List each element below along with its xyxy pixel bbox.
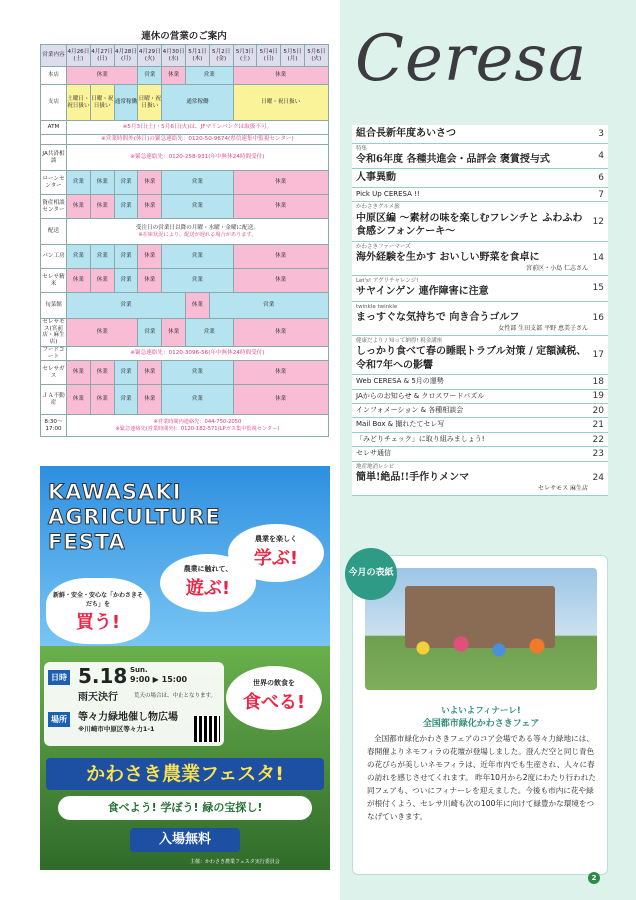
toc-category: twinkle twinkle: [356, 303, 398, 310]
toc-page-number: 23: [592, 448, 604, 459]
gas-note: ※営業時間内連絡先：044-750-2050: [153, 419, 242, 426]
flowers: [385, 628, 575, 668]
bubble-text: 農業に触れて、: [183, 565, 233, 573]
toc-category: 特集: [356, 145, 368, 152]
toc-page-number: 24: [592, 473, 604, 484]
status-regular: 通常稼働: [114, 85, 138, 121]
status-holiday: 日曜・祝日扱い: [233, 85, 328, 121]
page-number: 2: [588, 872, 600, 884]
toc-page-number: 4: [598, 150, 604, 161]
cover-subheading: 全国都市緑化かわさきフェア: [422, 719, 540, 729]
toc-item[interactable]: [352, 125, 608, 144]
toc-category: 健康だより / 知って納得! 税金講座: [356, 337, 443, 344]
gas-emergency-note: ※緊急連絡先(営業時間外)：0120-182-571(LPガス集中監視センター): [115, 425, 280, 432]
schedule-table: [40, 44, 329, 437]
toc-page-number: 22: [592, 434, 604, 445]
toc-title: サヤインゲン 連作障害に注意: [356, 286, 489, 298]
toc-item[interactable]: [352, 433, 608, 447]
toc-title: しっかり食べて春の睡眠トラブル対策 / 定額減税、令和7年への影響: [356, 346, 587, 371]
toc-item[interactable]: [352, 404, 608, 418]
dept-label: フードコート: [41, 346, 67, 360]
bubble-eat: [226, 666, 322, 730]
toc-title: 「みどりチェック」に取り組みましょう!: [356, 434, 485, 443]
row-pan: [41, 245, 329, 269]
row-atm-note2: [41, 135, 329, 145]
toc-item[interactable]: [352, 462, 608, 496]
status-open: 営業: [114, 269, 138, 293]
status-open: 営業: [114, 361, 138, 385]
toc-title: 人事異動: [356, 172, 396, 184]
toc-title: インフォメーション & 各種相談会: [356, 406, 464, 415]
status-open: 営業: [162, 245, 233, 269]
poster-title-line: FESTA: [48, 530, 126, 554]
status-open: 営業: [162, 361, 233, 385]
schedule-title: 連休の営業のご案内: [141, 31, 227, 42]
toc-title: Web CERESA & 5月の運勢: [356, 377, 444, 386]
status-closed: 休業: [90, 269, 114, 293]
toc-category: 地産地消レシピ: [356, 463, 395, 470]
toc-page-number: 14: [592, 253, 604, 264]
dept-label: セレサ精米: [41, 269, 67, 293]
header-cell: 営業内容: [41, 45, 67, 67]
toc-category: かわさきグルメ旅: [356, 204, 400, 211]
status-open: 営業: [114, 195, 138, 219]
dept-label: ATM: [41, 121, 67, 135]
bubble-buy: [46, 578, 150, 644]
toc-title: まっすぐな気持ちで 向き合うゴルフ: [356, 312, 520, 324]
status-open: 営業: [67, 293, 186, 319]
dept-label: ローンセンター: [41, 171, 67, 195]
bubble-big: 食べる!: [242, 692, 306, 713]
toc-item[interactable]: [352, 242, 608, 276]
dept-label: セレサモス(宮前店・麻生店): [42, 319, 65, 346]
row-shiten-atm: [41, 85, 329, 121]
header-cell: 5月1日(木): [185, 45, 209, 67]
status-closed: 休業: [138, 385, 162, 415]
dept-label: 旬菜館: [41, 293, 67, 319]
status-open: 営業: [162, 195, 233, 219]
toc-category: かわさきファーマーズ: [356, 243, 411, 250]
status-closed: 休業: [162, 319, 186, 347]
bubble-text: 農業を楽しく: [255, 535, 297, 543]
status-open: 営業: [114, 171, 138, 195]
atm-note: ※5月3日(土)・5月6日(火)は、JFマリンバンクは取扱不可。: [67, 121, 329, 135]
status-open: 営業: [185, 67, 233, 85]
status-holiday: 日曜・祝日扱い: [138, 85, 162, 121]
status-closed: 休業: [90, 195, 114, 219]
magazine-logo: Ceresa: [355, 22, 588, 96]
rain-note: 荒天の場合は、中止となります。: [134, 693, 217, 699]
toc-category: Let's! アグリチャレンジ!: [356, 277, 419, 284]
toc-page-number: 7: [598, 189, 604, 200]
status-closed: 休業: [138, 195, 162, 219]
status-open: 営業: [162, 385, 233, 415]
status-holiday: 日曜・祝日扱い: [90, 85, 114, 121]
status-open: 営業: [114, 245, 138, 269]
status-open: 営業: [185, 319, 233, 347]
toc-subtitle: 女性部 生田支部 平野 恵美子さん: [498, 324, 588, 332]
rain-label: 雨天決行: [78, 692, 118, 703]
toc-subtitle: セレサモス 麻生店: [538, 484, 588, 492]
event-place: 等々力緑地催し物広場: [78, 712, 178, 723]
bubble-play: [160, 554, 256, 612]
status-closed: 休業: [233, 385, 328, 415]
bubble-big: 学ぶ!: [253, 548, 299, 569]
status-closed: 休業: [138, 245, 162, 269]
header-cell: 5月5日(月): [281, 45, 305, 67]
status-open: 休業: [90, 171, 114, 195]
status-open: 営業: [67, 171, 91, 195]
toc-page-number: 18: [592, 376, 604, 387]
status-closed: 休業: [90, 385, 114, 415]
status-closed: 休業: [138, 171, 162, 195]
free-entry-badge: 入場無料: [130, 828, 240, 852]
status-open: 営業: [90, 245, 114, 269]
header-cell: 4月29日(火): [138, 45, 162, 67]
blank-cell: [41, 135, 67, 145]
toc-item[interactable]: [352, 188, 608, 202]
status-closed: 休業: [138, 361, 162, 385]
row-gas: [41, 361, 329, 385]
toc-subtitle: 宮前区・小島 仁志さん: [526, 264, 588, 272]
poster-organizer: 主催：かわさき農業フェスタ実行委員会: [190, 859, 280, 865]
poster-title-line: KAWASAKI: [48, 480, 182, 504]
status-closed: 休業: [233, 195, 328, 219]
status-closed: 休業: [233, 171, 328, 195]
toc-title: Pick Up CERESA !!: [356, 189, 420, 198]
status-closed: 休業: [67, 269, 91, 293]
header-cell: 4月30日(水): [162, 45, 186, 67]
toc-item[interactable]: [352, 302, 608, 336]
toc-page-number: 12: [592, 216, 604, 227]
poster-title: [48, 480, 221, 555]
festa-japanese-title: かわさき農業フェスタ!: [46, 758, 324, 790]
status-closed: 休業: [138, 269, 162, 293]
toc-item[interactable]: [352, 276, 608, 302]
festa-poster: [40, 466, 330, 870]
toc-page-number: 20: [592, 405, 604, 416]
dept-label: 資産相談センター: [41, 195, 67, 219]
bubble-text: 新鮮・安全・安心な「かわさきそだち」を: [52, 592, 143, 608]
haiso-note: [67, 219, 329, 245]
toc-item[interactable]: [352, 418, 608, 432]
toc-page-number: 19: [592, 391, 604, 402]
bubble-big: 遊ぶ!: [185, 578, 231, 599]
bubble-text: 世界の飲食を: [253, 679, 295, 687]
toc-title: 海外経験を生かす おいしい野菜を食卓に: [356, 252, 540, 264]
toc-page-number: 6: [598, 173, 604, 184]
row-atm-note: [41, 121, 329, 135]
festa-slogan: 食べよう! 学ぼう! 緑の宝探し!: [58, 796, 312, 820]
header-cell: 5月3日(土): [233, 45, 257, 67]
row-ceresamos: [41, 319, 329, 347]
status-closed: 休業: [90, 361, 114, 385]
event-day: Sun.: [130, 666, 148, 674]
dept-label: セレサガス: [41, 361, 67, 385]
dept-label: パン工房: [41, 245, 67, 269]
status-open: 営業: [67, 245, 91, 269]
status-closed: 休業: [185, 293, 209, 319]
status-weekend: 土曜日・祝日扱い: [67, 85, 91, 121]
toc-item[interactable]: [352, 202, 608, 241]
qr-code-icon: [194, 716, 220, 742]
schedule-header-row: [41, 45, 329, 67]
status-open: 営業: [138, 319, 162, 347]
toc-title: 令和6年度 各種共進会・品評会 褒賞授与式: [356, 153, 550, 165]
header-cell: 4月27日(日): [90, 45, 114, 67]
header-cell: 5月2日(金): [209, 45, 233, 67]
row-honten: [41, 67, 329, 85]
row-shisan: [41, 195, 329, 219]
row-ja: [41, 145, 329, 171]
header-cell: 5月4日(日): [257, 45, 281, 67]
date-label: 日時: [48, 670, 70, 685]
status-closed: 休業: [67, 195, 91, 219]
table-of-contents: [352, 125, 608, 496]
toc-page-number: 21: [592, 420, 604, 431]
event-time: 9:00 ▶ 15:00: [130, 675, 188, 684]
cover-story: [348, 555, 608, 875]
toc-item[interactable]: [352, 447, 608, 461]
status-open: 営業: [162, 171, 233, 195]
row-loan: [41, 171, 329, 195]
pan-note: ※緊急連絡先：0120-3096-56(年中無休24時間受付): [67, 346, 329, 360]
header-cell: 5月6日(火): [304, 45, 328, 67]
toc-item[interactable]: [352, 144, 608, 170]
toc-title: Mail Box & 撮れたてセレ写: [356, 420, 445, 429]
status-open: 営業: [114, 385, 138, 415]
toc-page-number: 17: [592, 349, 604, 360]
status-open: 営業: [209, 293, 328, 319]
toc-title: JAからのお知らせ & クロスワードパズル: [356, 391, 485, 400]
row-propane: [41, 415, 329, 437]
status-closed: 休業: [233, 245, 328, 269]
dept-label: 本店: [41, 67, 67, 85]
status-closed: 休業: [233, 361, 328, 385]
gas-notes: [67, 415, 329, 437]
status-closed: 休業: [233, 67, 328, 85]
row-pan-note: [41, 346, 329, 360]
atm-emergency-note: ※営業時間外(休日)の緊急連絡先：0120-50-9674(県信連集中監視センター): [67, 135, 329, 145]
dept-label: ＪＡ不動産: [41, 385, 67, 415]
toc-title: セレサ通信: [356, 449, 391, 458]
row-fudosan: [41, 385, 329, 415]
toc-item[interactable]: [352, 390, 608, 404]
status-open: 営業: [138, 67, 162, 85]
place-address: ※川崎市中原区等々力1-1: [78, 725, 155, 733]
status-closed: 休業: [233, 319, 328, 347]
toc-item[interactable]: [352, 336, 608, 375]
event-date: 5.18: [78, 664, 128, 688]
ja-note: ※緊急連絡先：0120-258-931(年中無休24時間受付): [67, 145, 329, 171]
toc-title: 簡単!絶品!!手作りメンマ: [356, 472, 470, 484]
poster-title-line: AGRICULTURE: [48, 505, 221, 529]
status-regular: 通常稼働: [162, 85, 233, 121]
status-closed: 休業: [67, 67, 138, 85]
toc-item[interactable]: [352, 169, 608, 188]
dept-label: 配送: [41, 219, 67, 245]
row-seimai: [41, 269, 329, 293]
cover-badge: 今月の表紙: [345, 548, 397, 600]
place-label: 場所: [48, 712, 70, 727]
toc-page-number: 16: [592, 313, 604, 324]
haiso-text: 受注日の営業日以降の月曜・水曜・金曜に配送。: [135, 225, 259, 232]
status-closed: 休業: [67, 361, 91, 385]
dept-label: 支店: [41, 85, 67, 121]
toc-title: 中原区編 ～素材の味を楽しむフレンチと ふわふわ食感シフォンケーキ～: [356, 212, 583, 238]
row-haiso: [41, 219, 329, 245]
header-cell: 4月28日(月): [114, 45, 138, 67]
cover-photo: [365, 568, 597, 690]
hours-label: 8:30～17:00: [41, 415, 67, 437]
toc-item[interactable]: [352, 375, 608, 389]
toc-page-number: 15: [592, 283, 604, 294]
holiday-schedule: [40, 30, 328, 437]
cover-heading: いよいよフィナーレ!: [441, 706, 521, 716]
toc-page-number: 3: [598, 128, 604, 139]
status-closed: 休業: [233, 269, 328, 293]
status-closed: 休業: [162, 67, 186, 85]
toc-title: 組合長新年度あいさつ: [356, 128, 456, 139]
bubble-big: 買う!: [75, 612, 121, 633]
row-shunsai: [41, 293, 329, 319]
haiso-note2: ※在庫状況により、配送が遅れる場合があります。: [138, 231, 257, 238]
status-closed: 休業: [67, 385, 91, 415]
cover-body: 全国都市緑化かわさきフェアのコア会場である等々力緑地には、春開催よりネモフィラの花壇が登場しました。澄んだ空と同じ青色の花びらが美しいネモフィラは、近年市内でも生産され、人々に春の訪れを感じさせてくれます。 昨年10月から2度にわたり行われた同フェアも、ついにフィナーレを迎えました。今後も市内に花や緑が根付くよう、セレサ川崎も次の100年に向けて緑豊かな環境をつなげていきます。: [367, 734, 596, 821]
status-open: 営業: [162, 269, 233, 293]
dept-label: JA共済相談: [41, 145, 67, 171]
header-cell: 4月26日(土): [67, 45, 91, 67]
status-closed: 休業: [67, 319, 138, 347]
